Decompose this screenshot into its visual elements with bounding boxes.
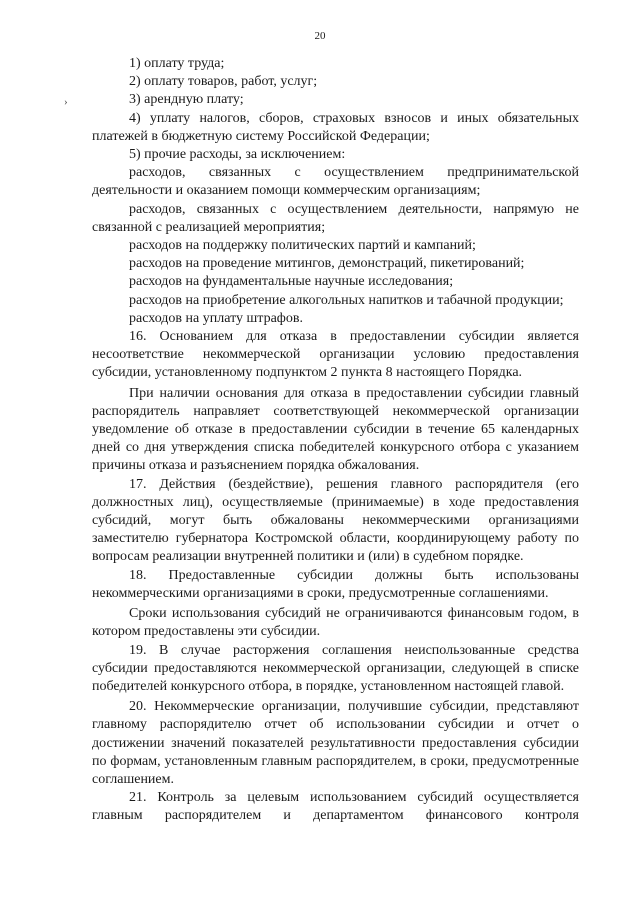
paragraph: 16. Основанием для отказа в предоставлении субсидии является несоответствие некоммерческой организации условию предоставления субсидии, установленному подпунктом 2 пункта 8 настоящего Порядка. <box>92 329 579 381</box>
paragraph: 21. Контроль за целевым использованием субсидий осуществляется главным распорядителем и департаментом финансового контроля <box>92 790 579 824</box>
paragraph: расходов, связанных с осуществлением деятельности, напрямую не связанной с реализацией мероприятия; <box>92 201 579 235</box>
paragraph: При наличии основания для отказа в предоставлении субсидии главный распорядитель направляет соответствующей некоммерческой организации уведомление об отказе в предоставлении субсидии в течение 65 календарных дней со дня утверждения списка победителей конкурсного отбора с указанием причины отказа и разъяснением порядка обжалования. <box>92 385 579 474</box>
paragraph: расходов на проведение митингов, демонстраций, пикетирований; <box>129 256 525 272</box>
paragraph: расходов на поддержку политических партий и кампаний; <box>129 238 476 254</box>
paragraph: 19. В случае расторжения соглашения неиспользованные средства субсидии предоставляются некоммерческой организации, следующей в списке победителей конкурсного отбора, в порядке, установленном настоящей главой. <box>92 642 579 694</box>
paragraph: расходов на уплату штрафов. <box>129 310 303 326</box>
page-number: 20 <box>314 30 326 42</box>
paragraph: 1) оплату труда; <box>129 56 225 71</box>
paragraph: расходов, связанных с осуществлением предпринимательской деятельности и оказанием помощи коммерческим организациям; <box>92 165 579 199</box>
paragraph: 3) арендную плату; <box>129 92 244 108</box>
paragraph: 20. Некоммерческие организации, получившие субсидии, представляют главному распорядителю отчет об использовании субсидии и отчет о достижении значений показателей результативности предоставления субсидии по формам, установленным главным распорядителем, в сроки, предусмотренные соглашением. <box>92 699 579 787</box>
paragraph: расходов на фундаментальные научные исследования; <box>129 274 454 290</box>
paragraph: расходов на приобретение алкогольных напитков и табачной продукции; <box>129 292 564 308</box>
paragraph: 17. Действия (бездействие), решения главного распорядителя (его должностных лиц), осуществляемые (принимаемые) в ходе предоставления субсидий, могут быть обжалованы некоммерческими организациями заместителю губернатора Костромской области, координирующему работу по вопросам реализации внутренней политики и (или) в судебном порядке. <box>92 476 579 565</box>
margin-mark: › <box>64 96 68 108</box>
paragraph: Сроки использования субсидий не ограничиваются финансовым годом, в котором предоставлены эти субсидии. <box>92 606 579 640</box>
paragraph: 18. Предоставленные субсидии должны быть использованы некоммерческими организациями в сроки, предусмотренные соглашениями. <box>92 567 579 601</box>
paragraph: 2) оплату товаров, работ, услуг; <box>129 74 318 90</box>
paragraph: 4) уплату налогов, сборов, страховых взносов и иных обязательных платежей в бюджетную систему Российской Федерации; <box>92 110 579 144</box>
document-body <box>92 55 579 826</box>
paragraph: 5) прочие расходы, за исключением: <box>129 147 346 163</box>
